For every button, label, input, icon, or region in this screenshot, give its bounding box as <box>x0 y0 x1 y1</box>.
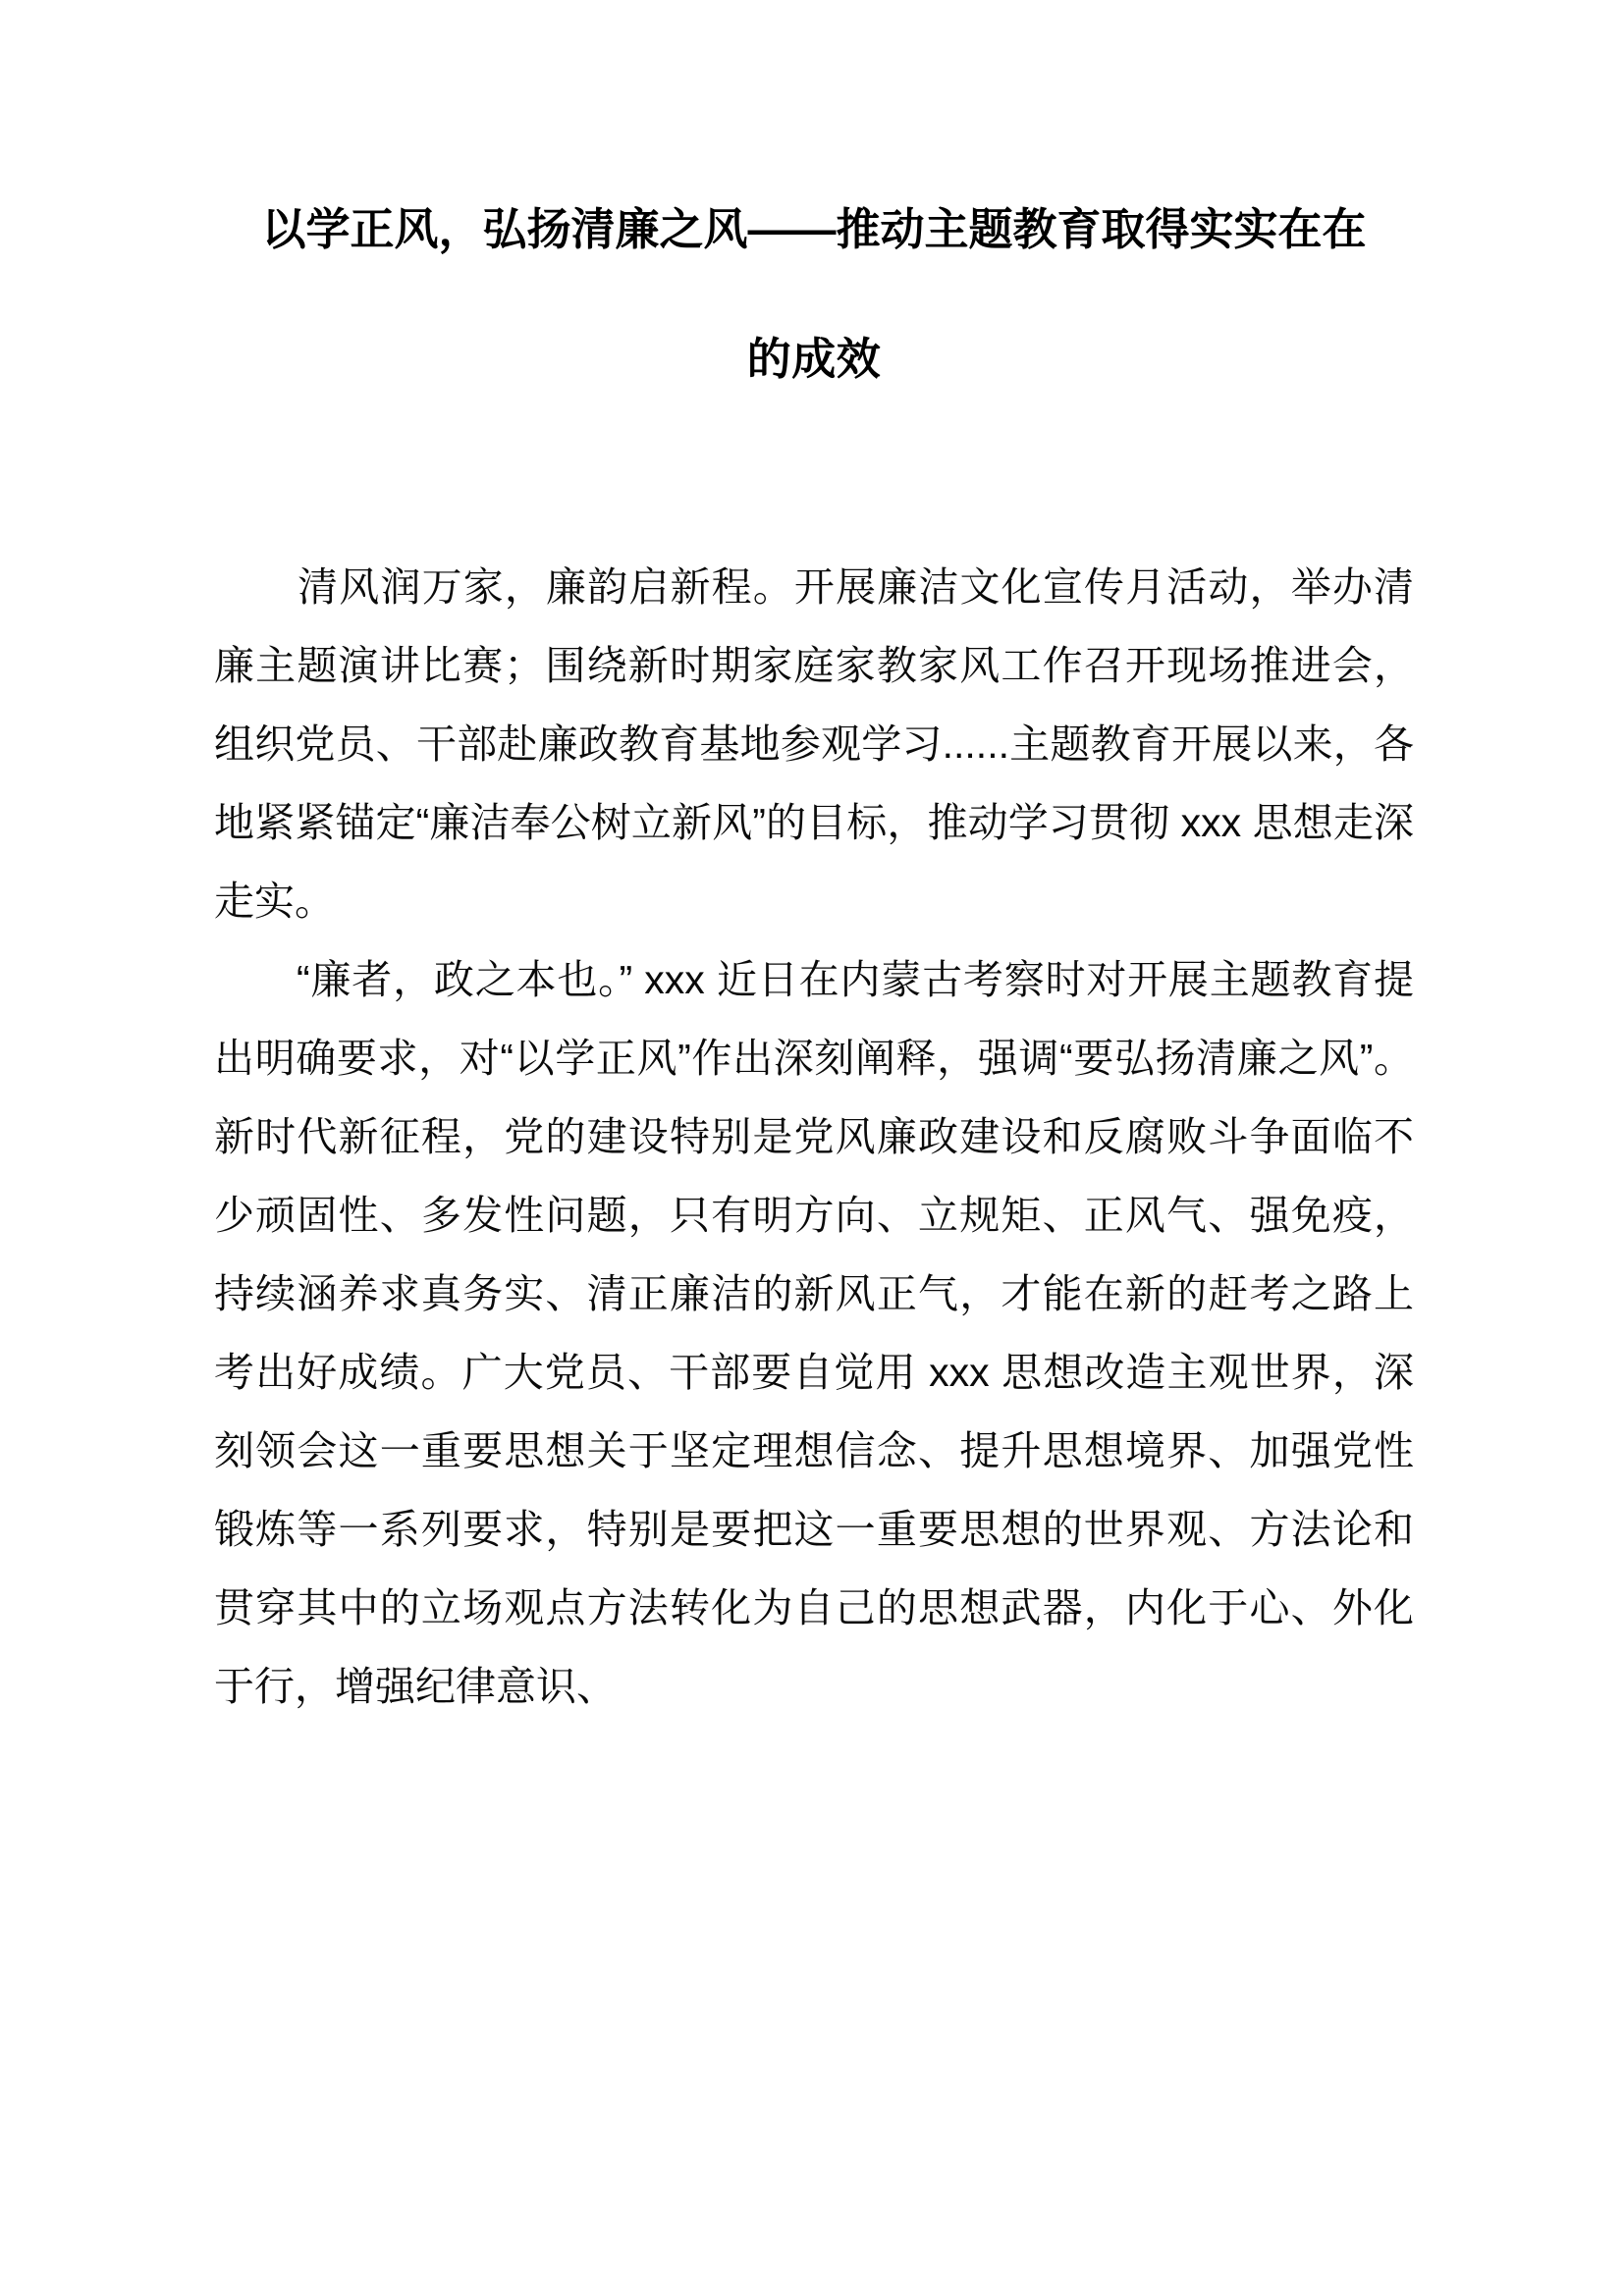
page-title <box>214 165 1414 424</box>
paragraph-2-text: “廉者，政之本也。” xxx 近日在内蒙古考察时对开展主题教育提出明确要求，对“以学正风”作出深刻阐释，强调“要弘扬清廉之风”。新时代新征程，党的建设特别是党风廉政建设和反腐败斗争面临不少顽固性、多发性问题，只有明方向、立规矩、正风气、强免疫，持续涵养求真务实、清正廉洁的新风正气，才能在新的赶考之路上考出好成绩。广大党员、干部要自觉用 xxx 思想改造主观世界，深刻领会这一重要思想关于坚定理想信念、提升思想境界、加强党性锻炼等一系列要求，特别是要把这一重要思想的世界观、方法论和贯穿其中的立场观点方法转化为自己的思想武器，内化于心、外化于行，增强纪律意识、 <box>214 957 1414 1709</box>
paragraph-2 <box>214 940 1414 1726</box>
page-title-line-2: 的成效 <box>746 334 882 384</box>
page-title-line-1: 以学正风，弘扬清廉之风——推动主题教育取得实实在在 <box>261 204 1367 254</box>
paragraph-1 <box>214 548 1414 940</box>
document-content <box>214 165 1414 1726</box>
title-body-spacer <box>214 424 1414 548</box>
paragraph-1-text: 清风润万家，廉韵启新程。开展廉洁文化宣传月活动，举办清廉主题演讲比赛；围绕新时期家庭家教家风工作召开现场推进会，组织党员、干部赴廉政教育基地参观学习......主题教育开展以来，各地紧紧锚定“廉洁奉公树立新风”的目标，推动学习贯彻 xxx 思想走深走实。 <box>214 564 1414 924</box>
